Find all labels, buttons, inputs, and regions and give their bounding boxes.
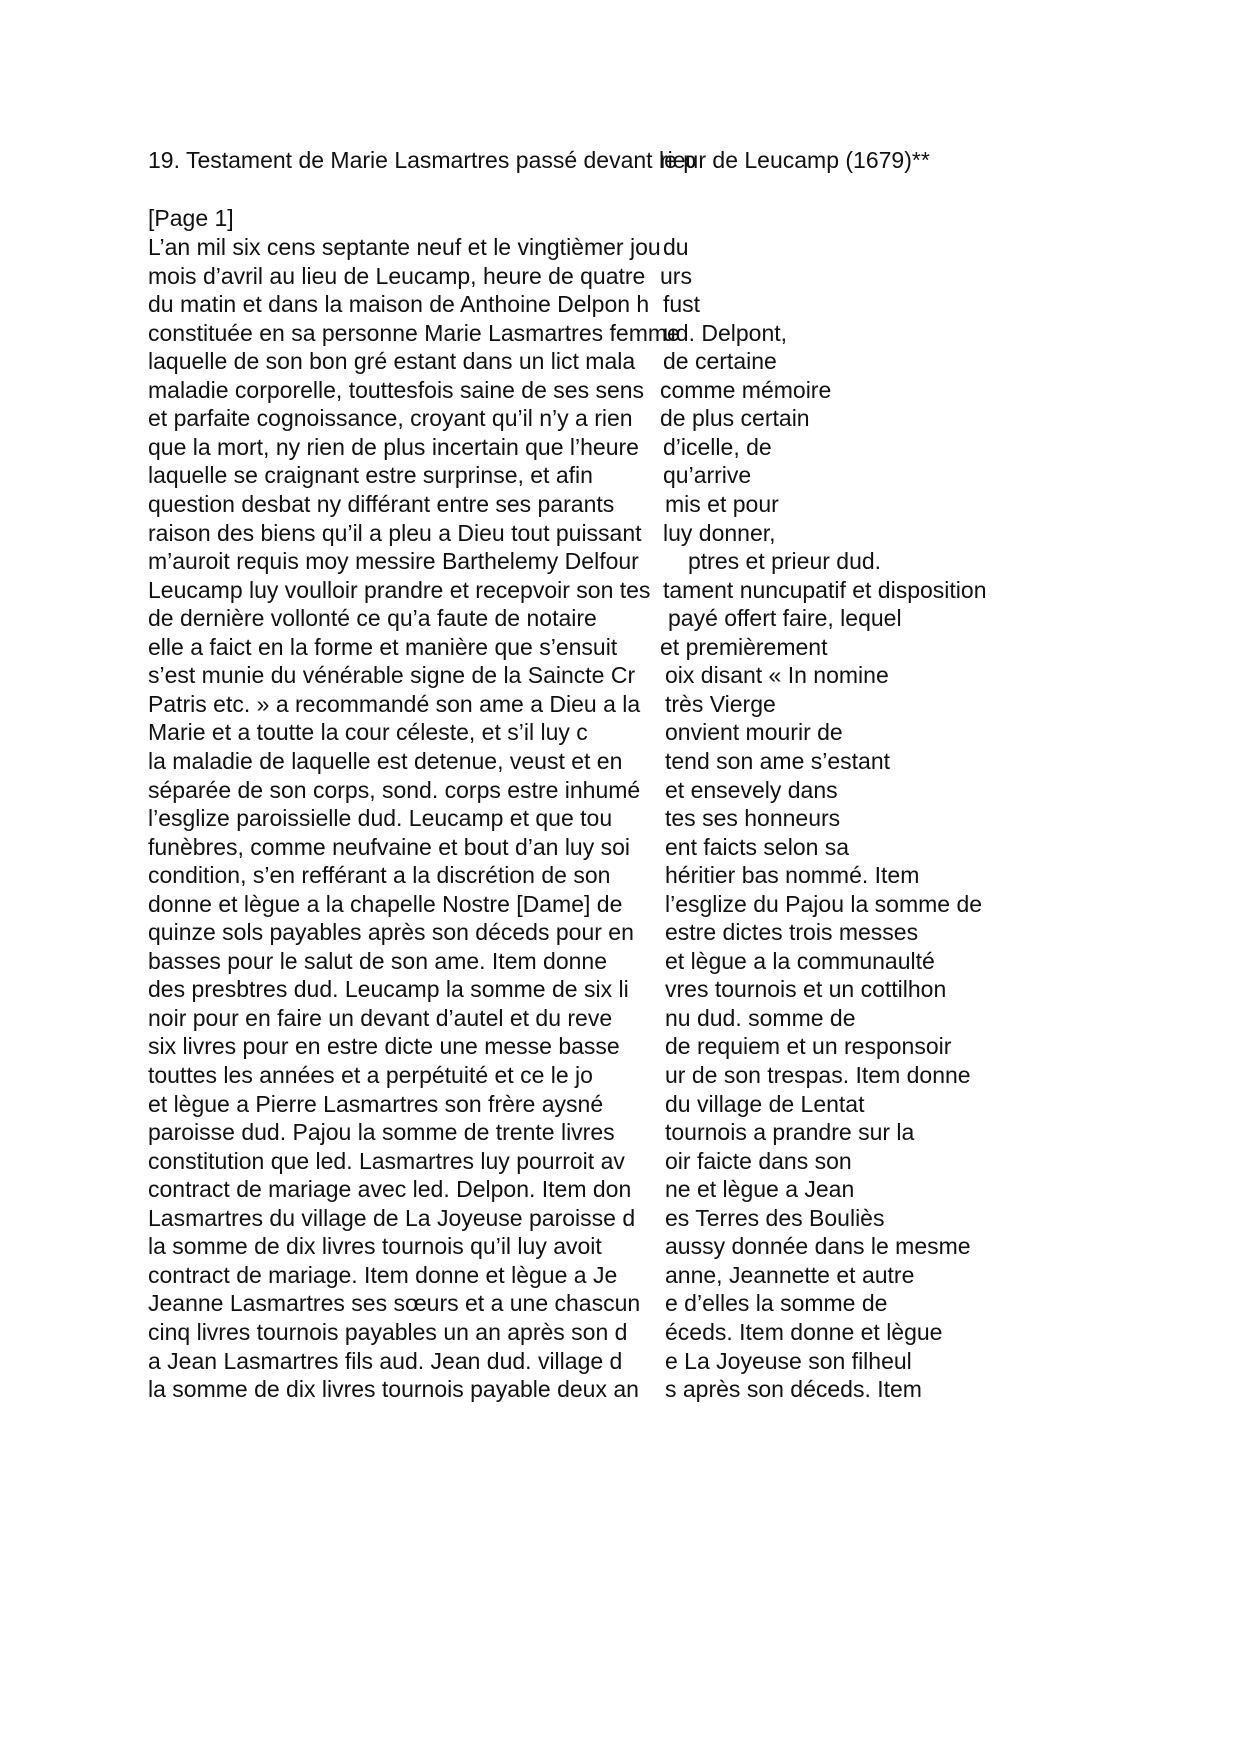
text-line: de dernière vollonté ce qu’a faute de notaire (148, 605, 604, 632)
text-line-overlay: et premièrement (660, 633, 828, 660)
text-line-overlay: nu dud. somme de (665, 1004, 856, 1031)
text-line-overlay: ptres et prieur dud. (688, 548, 882, 574)
text-line: séparée de son corps, sond. corps estre inhumé (148, 776, 641, 803)
text-line: condition, s’en refférant a la discrétion de son (148, 862, 611, 889)
text-line: quinze sols payables après son déceds pour en (148, 919, 634, 946)
text-line: contract de mariage. Item donne et lègue a Je (148, 1261, 618, 1288)
text-line-overlay: ne et lègue a Jean (665, 1176, 855, 1203)
text-line-overlay: très Vierge (665, 690, 776, 717)
text-line: basses pour le salut de son ame. Item donne (148, 947, 614, 974)
text-line-overlay: qu’arrive (663, 462, 752, 489)
text-line: cinq livres tournois payables un an après son d (148, 1318, 628, 1345)
text-line-overlay: mis et pour (665, 490, 779, 517)
text-line-overlay: estre dictes trois messes (665, 919, 919, 946)
text-line: et lègue a Pierre Lasmartres son frère aysné (148, 1090, 610, 1117)
text-line-overlay: tournois a prandre sur la (665, 1119, 915, 1146)
text-line-overlay: luy donner, (663, 519, 776, 546)
text-line-overlay: oir faicte dans son (665, 1147, 852, 1174)
text-line: a Jean Lasmartres fils aud. Jean dud. village d (148, 1347, 623, 1374)
text-line-overlay: anne, Jeannette et autre (665, 1261, 915, 1288)
text-line-overlay: ud. Delpont, (663, 319, 788, 346)
text-line-overlay: s après son déceds. Item (665, 1376, 922, 1402)
text-line: L’an mil six cens septante neuf et le vingtièmer jou (148, 234, 661, 260)
text-line: la somme de dix livres tournois payable deux an (148, 1376, 639, 1402)
text-line-overlay: urs (660, 262, 692, 289)
text-line-overlay: tend son ame s’estant (665, 747, 891, 774)
text-line: que la mort, ny rien de plus incertain que l’heure (148, 433, 639, 460)
text-line: m’auroit requis moy messire Barthelemy Delfour (148, 548, 646, 574)
text-line: s’est munie du vénérable signe de la Saincte Cr (148, 662, 636, 689)
text-line: maladie corporelle, touttesfois saine de ses sens (148, 376, 645, 403)
text-line-overlay: payé offert faire, lequel (668, 605, 902, 632)
text-line: du matin et dans la maison de Anthoine Delpon h (148, 291, 650, 318)
text-line: Leucamp luy voulloir prandre et recepvoir son tes (148, 576, 651, 603)
text-line-overlay: héritier bas nommé. Item (665, 862, 920, 889)
text-line-overlay: du (663, 234, 689, 260)
text-line-overlay: vres tournois et un cottilhon (665, 976, 947, 1003)
text-line-overlay: de requiem et un responsoir (665, 1033, 952, 1060)
text-line-overlay: tament nuncupatif et disposition (663, 576, 987, 603)
text-line: elle a faict en la forme et manière que s’ensuit (148, 633, 618, 660)
document-title (148, 146, 696, 174)
text-line: Jeanne Lasmartres ses sœurs et a une chascun (148, 1290, 641, 1317)
text-line: et parfaite cognoissance, croyant qu’il n’y a rien (148, 405, 633, 432)
text-line-overlay: et ensevely dans (665, 776, 838, 803)
text-line: raison des biens qu’il a pleu a Dieu tout puissant (148, 519, 642, 546)
text-line-overlay: l’esglize du Pajou la somme de (665, 890, 983, 917)
text-line-overlay: du village de Lentat (665, 1090, 865, 1117)
text-line-overlay: d’icelle, de (663, 433, 772, 460)
text-line-overlay: aussy donnée dans le mesme (665, 1233, 971, 1260)
text-line: constitution que led. Lasmartres luy pourroit av (148, 1147, 625, 1174)
text-line: paroisse dud. Pajou la somme de trente livres (148, 1119, 622, 1146)
text-line: funèbres, comme neufvaine et bout d’an luy soi (148, 833, 631, 860)
text-line-overlay: e d’elles la somme de (665, 1290, 888, 1317)
text-line-overlay: oix disant « In nomine (665, 662, 889, 689)
text-line: Lasmartres du village de La Joyeuse paroisse d (148, 1204, 636, 1231)
text-line: laquelle se craignant estre surprinse, et afin (148, 462, 593, 489)
text-line: six livres pour en estre dicte une messe basse (148, 1033, 620, 1060)
text-line: contract de mariage avec led. Delpon. Item don (148, 1176, 632, 1203)
text-line: Marie et a toutte la cour céleste, et s’il luy c (148, 719, 588, 746)
page-label: [Page 1] (148, 205, 234, 231)
text-line: question desbat ny différant entre ses parants (148, 490, 615, 517)
text-line-overlay: ent faicts selon sa (665, 833, 850, 860)
text-line-overlay: tes ses honneurs (665, 805, 841, 831)
text-line: des presbtres dud. Leucamp la somme de six li (148, 976, 629, 1003)
title-main: 19. Testament de Marie Lasmartres passé devant le p (148, 147, 697, 173)
text-line: Patris etc. » a recommandé son ame a Dieu a la (148, 690, 641, 717)
text-line-overlay: comme mémoire (660, 376, 832, 403)
text-line-overlay: es Terres des Bouliès (665, 1204, 885, 1231)
text-line: touttes les années et a perpétuité et ce le jo (148, 1062, 593, 1088)
text-line: noir pour en faire un devant d’autel et du reve (148, 1004, 613, 1031)
text-line-overlay: de plus certain (660, 405, 810, 432)
text-line: l’esglize paroissielle dud. Leucamp et que tou (148, 805, 613, 831)
text-line: donne et lègue a la chapelle Nostre [Dame] de (148, 890, 623, 917)
title-overlay: rieur de Leucamp (1679)** (660, 147, 930, 173)
text-line-overlay: fust (663, 291, 701, 318)
text-line: mois d’avril au lieu de Leucamp, heure de quatre (148, 262, 646, 289)
text-line: la maladie de laquelle est detenue, veust et en (148, 747, 623, 774)
text-line-overlay: e La Joyeuse son filheul (665, 1347, 912, 1374)
text-line-overlay: éceds. Item donne et lègue (665, 1318, 943, 1345)
text-line-overlay: et lègue a la communaulté (665, 947, 935, 974)
text-line-overlay: ur de son trespas. Item donne (665, 1062, 971, 1088)
text-line-overlay: onvient mourir de (665, 719, 843, 746)
text-line: constituée en sa personne Marie Lasmartres femme (148, 319, 680, 346)
text-line-overlay: de certaine (663, 348, 777, 375)
text-line: laquelle de son bon gré estant dans un lict mala (148, 348, 636, 375)
text-line: la somme de dix livres tournois qu’il luy avoit (148, 1233, 609, 1260)
